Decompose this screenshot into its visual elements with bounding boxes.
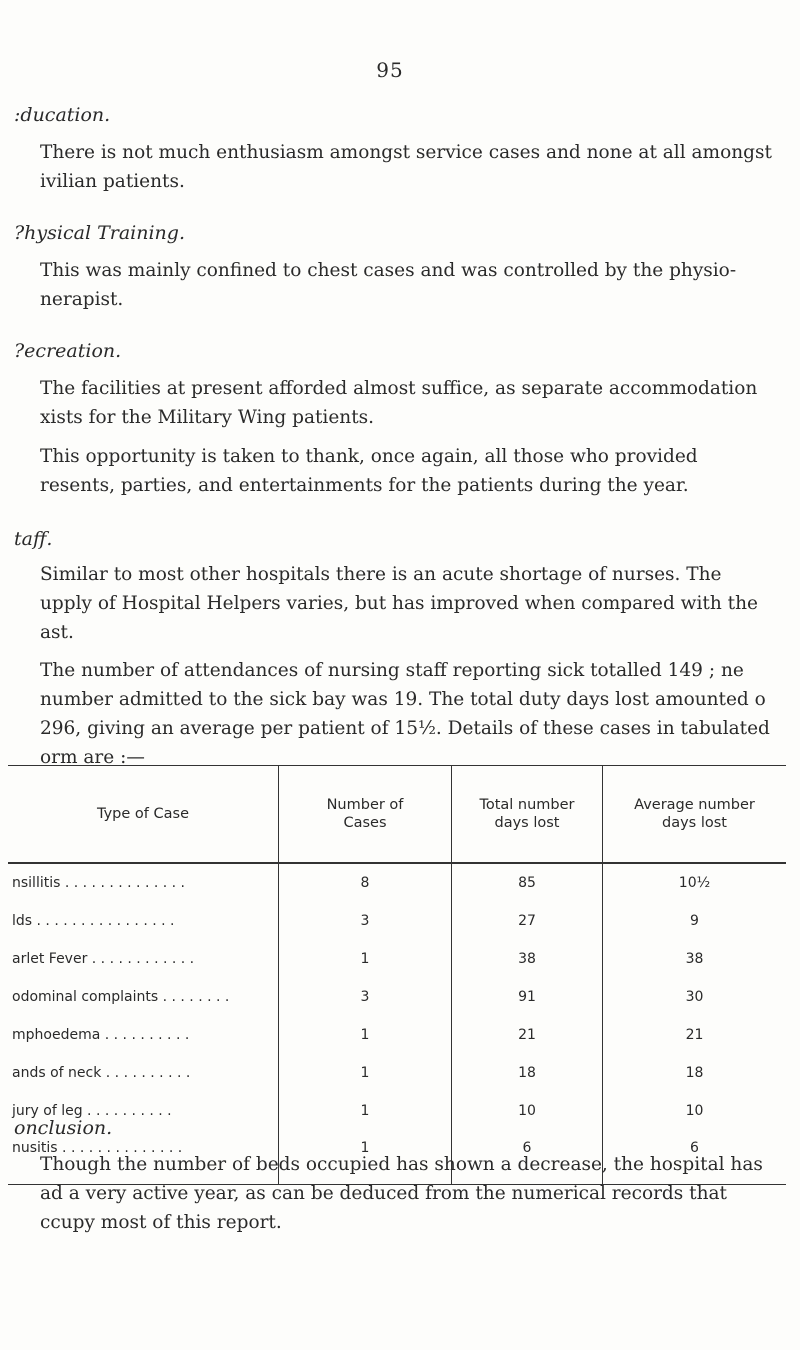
cell-average-days-lost: 18 bbox=[603, 1054, 787, 1092]
cell-type-of-case: odominal complaints . . . . . . . . bbox=[12, 989, 230, 1005]
heading-education: :ducation. bbox=[14, 104, 111, 126]
cell-total-days-lost: 18 bbox=[452, 1054, 603, 1092]
header-type-of-case: Type of Case bbox=[8, 766, 279, 864]
cell-type-of-case: ands of neck . . . . . . . . . . bbox=[12, 1065, 191, 1081]
cell-number-of-cases: 1 bbox=[279, 1092, 452, 1130]
table-row bbox=[8, 863, 786, 902]
header-number-of-cases bbox=[279, 766, 452, 864]
paragraph-staff-2 bbox=[14, 656, 774, 772]
cell-number-of-cases: 1 bbox=[279, 1130, 452, 1185]
header-text: Average number days lost bbox=[634, 797, 755, 831]
paragraph-physical-training bbox=[14, 256, 774, 314]
heading-physical-training: ?hysical Training. bbox=[14, 222, 185, 244]
table-row bbox=[8, 940, 786, 978]
cell-average-days-lost: 10½ bbox=[603, 863, 787, 902]
paragraph-text: Though the number of beds occupied has shown a decrease, the hospital has ad a very active year, as can be deduced from the numerical records that ccupy most of this report. bbox=[40, 1154, 763, 1233]
cell-type-of-case: arlet Fever . . . . . . . . . . . . bbox=[12, 951, 195, 967]
cell-number-of-cases: 1 bbox=[279, 1016, 452, 1054]
cell-number-of-cases: 3 bbox=[279, 978, 452, 1016]
cell-type-of-case: nusitis . . . . . . . . . . . . . . bbox=[8, 1130, 279, 1185]
paragraph-staff-1 bbox=[14, 560, 774, 647]
cell-average-days-lost: 6 bbox=[603, 1130, 787, 1185]
header-average-days-lost bbox=[603, 766, 787, 864]
table-row bbox=[8, 1092, 786, 1130]
table-row bbox=[8, 1054, 786, 1092]
cell-total-days-lost: 38 bbox=[452, 940, 603, 978]
header-total-days-lost bbox=[452, 766, 603, 864]
paragraph-text: Similar to most other hospitals there is an acute shortage of nurses. The upply of Hospital Helpers varies, but has improved when compared with the ast. bbox=[40, 564, 758, 643]
paragraph-conclusion bbox=[14, 1150, 774, 1237]
table-row bbox=[8, 978, 786, 1016]
cell-total-days-lost: 85 bbox=[452, 863, 603, 902]
table-header-row bbox=[8, 766, 786, 864]
heading-conclusion: onclusion. bbox=[14, 1117, 113, 1139]
cell-total-days-lost: 6 bbox=[452, 1130, 603, 1185]
paragraph-education bbox=[14, 138, 774, 196]
cell-total-days-lost: 21 bbox=[452, 1016, 603, 1054]
header-text: Number of Cases bbox=[326, 797, 404, 831]
table-row bbox=[8, 902, 786, 940]
cell-average-days-lost: 38 bbox=[603, 940, 787, 978]
paragraph-text: This was mainly confined to chest cases and was controlled by the physio- nerapist. bbox=[40, 260, 737, 310]
paragraph-text: The facilities at present afforded almost suffice, as separate accommodation xists for the Military Wing patients. bbox=[40, 378, 758, 428]
cell-number-of-cases: 3 bbox=[279, 902, 452, 940]
paragraph-text: This opportunity is taken to thank, once again, all those who provided resents, parties, and entertainments for the patients during the year. bbox=[40, 446, 698, 496]
cell-total-days-lost: 27 bbox=[452, 902, 603, 940]
paragraph-recreation-2 bbox=[14, 442, 774, 500]
cell-number-of-cases: 8 bbox=[279, 863, 452, 902]
table-row bbox=[8, 1016, 786, 1054]
paragraph-text: There is not much enthusiasm amongst service cases and none at all amongst ivilian patients. bbox=[40, 142, 772, 192]
page-number: 95 bbox=[376, 58, 404, 82]
heading-staff: taff. bbox=[14, 528, 53, 550]
heading-recreation: ?ecreation. bbox=[14, 340, 122, 362]
cell-average-days-lost: 9 bbox=[603, 902, 787, 940]
cell-number-of-cases: 1 bbox=[279, 1054, 452, 1092]
cell-total-days-lost: 10 bbox=[452, 1092, 603, 1130]
header-text: Total number days lost bbox=[479, 797, 575, 831]
cell-number-of-cases: 1 bbox=[279, 940, 452, 978]
paragraph-text: The number of attendances of nursing staff reporting sick totalled 149 ; ne number admitted to the sick bay was 19. The total duty days lost amounted o 296, giving an average per patient of 15½. Details of these cases in tabulated orm are :— bbox=[40, 660, 770, 768]
cell-total-days-lost: 91 bbox=[452, 978, 603, 1016]
cell-average-days-lost: 30 bbox=[603, 978, 787, 1016]
cell-type-of-case: lds . . . . . . . . . . . . . . . . bbox=[12, 913, 175, 929]
cell-average-days-lost: 21 bbox=[603, 1016, 787, 1054]
sick-cases-table bbox=[8, 765, 786, 1185]
cell-average-days-lost: 10 bbox=[603, 1092, 787, 1130]
cell-type-of-case: jury of leg . . . . . . . . . . bbox=[12, 1103, 172, 1119]
cell-type-of-case: nsillitis . . . . . . . . . . . . . . bbox=[12, 875, 186, 891]
paragraph-recreation-1 bbox=[14, 374, 774, 432]
cell-type-of-case: mphoedema . . . . . . . . . . bbox=[12, 1027, 190, 1043]
